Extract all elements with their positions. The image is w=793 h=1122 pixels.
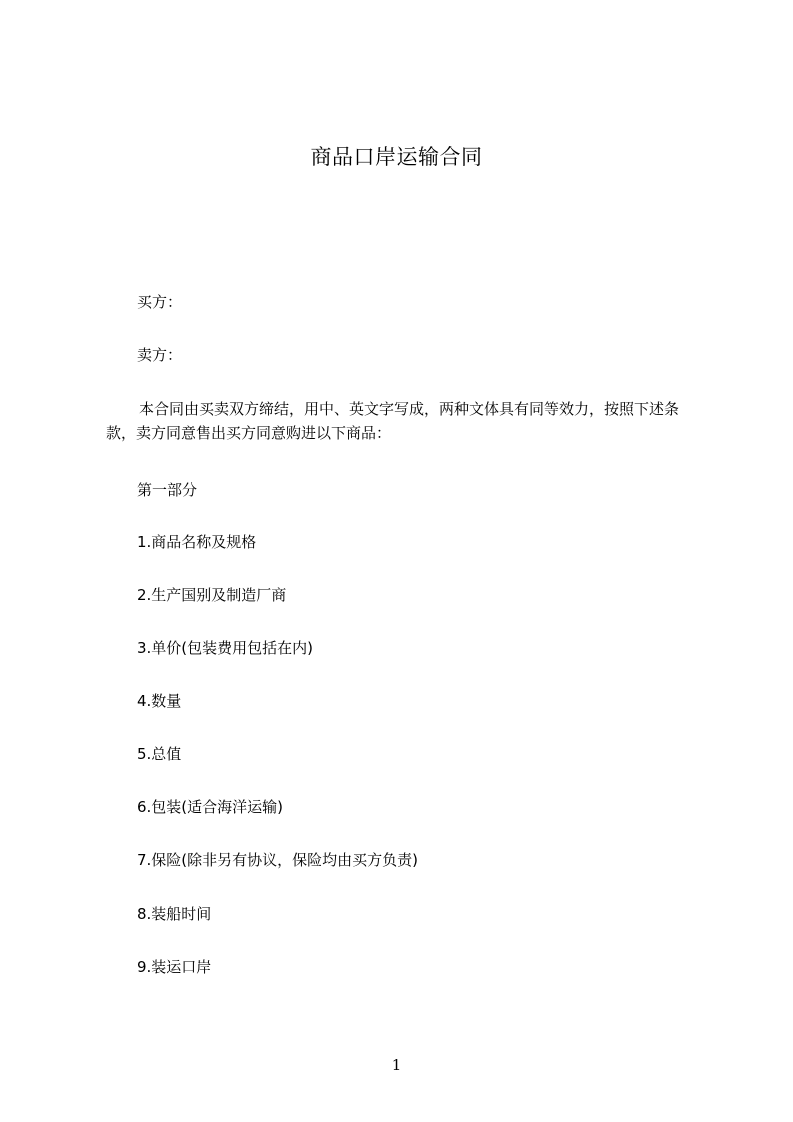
list-item: 6.包装(适合海洋运输) <box>137 798 284 816</box>
list-item: 1.商品名称及规格 <box>137 533 257 551</box>
list-item: 5.总值 <box>137 745 182 763</box>
page-number: 1 <box>391 1056 402 1074</box>
list-item: 2.生产国别及制造厂商 <box>137 586 287 604</box>
document-title: 商品口岸运输合同 <box>310 145 483 169</box>
list-item: 3.单价(包装费用包括在内) <box>137 639 314 657</box>
list-item: 7.保险(除非另有协议，保险均由买方负责) <box>137 851 419 869</box>
seller-label: 卖方： <box>137 346 183 364</box>
list-item: 9.装运口岸 <box>137 958 212 976</box>
buyer-label: 买方： <box>137 293 183 311</box>
list-item: 8.装船时间 <box>137 905 212 923</box>
intro-paragraph <box>106 397 706 445</box>
intro-text: 本合同由买卖双方缔结，用中、英文字写成，两种文体具有同等效力，按照下述条款，卖方同意售出买方同意购进以下商品： <box>106 400 680 442</box>
section-title: 第一部分 <box>137 481 198 499</box>
list-item: 4.数量 <box>137 692 182 710</box>
